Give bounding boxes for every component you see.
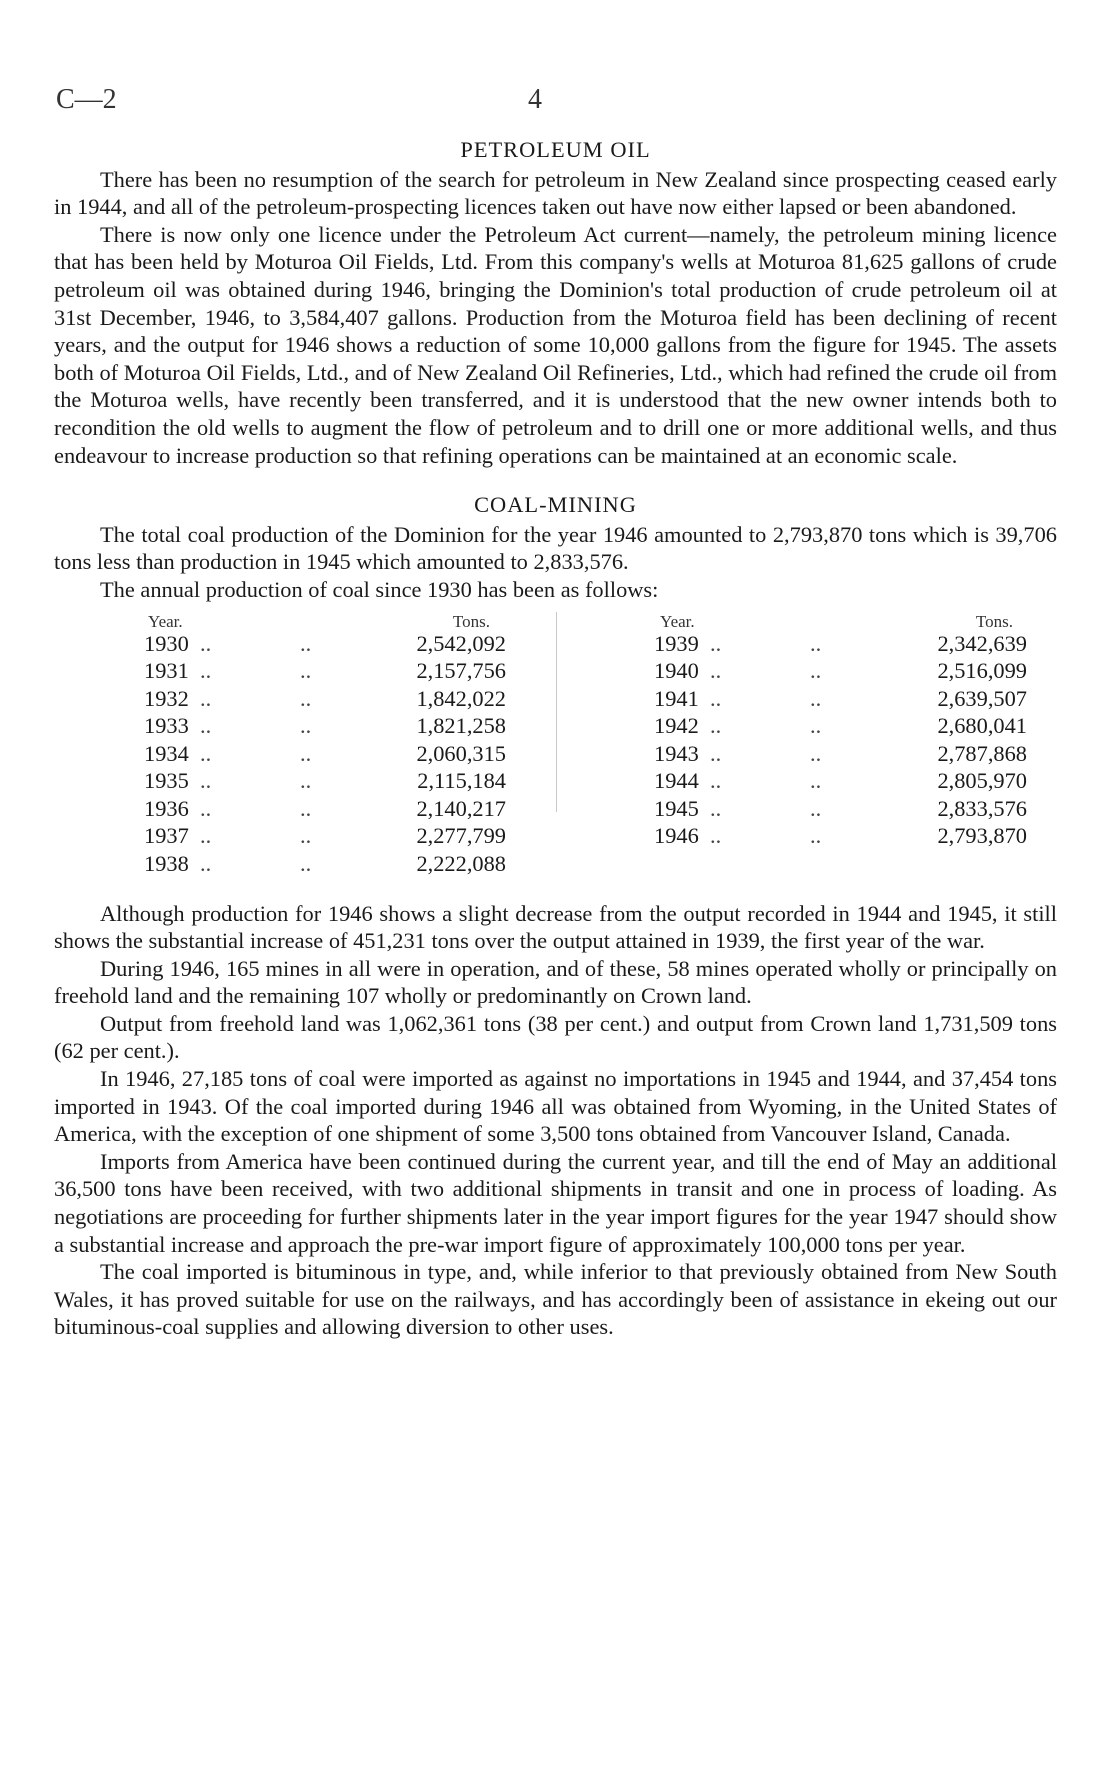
table-row	[594, 657, 1057, 685]
row-leader-dots: ..	[200, 795, 212, 821]
section-heading-coal: COAL-MINING	[474, 492, 637, 518]
row-leader-dots: ..	[200, 713, 212, 738]
table-row	[54, 795, 534, 823]
row-tons: 2,342,639	[937, 630, 1027, 656]
table-row	[54, 712, 534, 740]
row-tons: 2,516,099	[937, 658, 1027, 683]
row-year: 1930	[144, 630, 189, 656]
table-row	[54, 740, 534, 768]
table-row	[594, 712, 1057, 740]
row-tons: 1,821,258	[416, 713, 506, 738]
table-row	[54, 685, 534, 713]
row-leader-dots: ..	[810, 685, 822, 711]
row-year: 1936	[144, 795, 189, 821]
table-header-left	[54, 608, 534, 630]
coal-intro-paragraph-1: The total coal production of the Dominion for the year 1946 amounted to 2,793,870 tons which is 39,706 tons less than production in 1945 which amounted to 2,833,576.	[54, 521, 1057, 575]
row-year: 1932	[144, 685, 189, 711]
row-leader-dots: ..	[300, 850, 312, 876]
table-row	[54, 822, 534, 850]
row-leader-dots: ..	[710, 740, 722, 766]
row-tons: 2,787,868	[937, 740, 1027, 766]
row-leader-dots: ..	[710, 823, 722, 848]
row-year: 1945	[654, 795, 699, 821]
row-year: 1931	[144, 658, 189, 683]
row-leader-dots: ..	[810, 823, 822, 848]
coal-intro-paragraph-2: The annual production of coal since 1930 has been as follows:	[100, 576, 659, 602]
row-year: 1939	[654, 630, 699, 656]
row-leader-dots: ..	[810, 713, 822, 738]
row-leader-dots: ..	[300, 658, 312, 683]
row-leader-dots: ..	[200, 740, 212, 766]
table-rows-right	[594, 630, 1057, 850]
section-heading-petroleum: PETROLEUM OIL	[460, 137, 651, 162]
row-leader-dots: ..	[810, 630, 822, 656]
row-leader-dots: ..	[300, 630, 312, 656]
row-tons: 2,639,507	[937, 685, 1027, 711]
row-year: 1938	[144, 850, 189, 876]
row-leader-dots: ..	[710, 795, 722, 821]
row-tons: 2,833,576	[937, 795, 1027, 821]
table-header-right	[594, 608, 1057, 630]
coal-paragraph-6: The coal imported is bituminous in type, and, while inferior to that previously obtained from New South Wales, it has proved suitable for use on the railways, and has accordingly been of assistance in ekeing out our bituminous-coal supplies and allowing diversion to other uses.	[54, 1259, 1057, 1340]
table-row	[54, 630, 534, 658]
row-leader-dots: ..	[810, 795, 822, 821]
row-year: 1937	[144, 823, 189, 848]
row-leader-dots: ..	[710, 768, 722, 793]
row-year: 1940	[654, 658, 699, 683]
document-body	[54, 136, 1057, 1341]
row-leader-dots: ..	[200, 850, 212, 876]
table-column-left	[54, 608, 534, 878]
table-column-divider	[556, 612, 557, 812]
coal-paragraph-4: In 1946, 27,185 tons of coal were imported as against no importations in 1945 and 1944, and 37,454 tons imported in 1943. Of the coal imported during 1946 all was obtained from Wyoming, in the United States of America, with the exception of one shipment of some 3,500 tons obtained from Vancouver Island, Canada.	[54, 1066, 1057, 1147]
page-number: 4	[528, 84, 542, 115]
row-year: 1934	[144, 740, 189, 766]
row-tons: 2,805,970	[937, 768, 1027, 793]
petroleum-paragraph-1: There has been no resumption of the search for petroleum in New Zealand since prospecting ceased early in 1944, and all of the petroleum-prospecting licences taken out have now either lapsed or been abandoned.	[54, 166, 1057, 220]
row-leader-dots: ..	[710, 713, 722, 738]
row-leader-dots: ..	[200, 685, 212, 711]
row-year: 1944	[654, 768, 699, 793]
row-leader-dots: ..	[810, 740, 822, 766]
table-rows-left	[54, 630, 534, 878]
row-tons: 2,277,799	[416, 823, 506, 848]
table-row	[594, 795, 1057, 823]
header-year-label: Year.	[660, 611, 695, 631]
table-row	[594, 630, 1057, 658]
row-tons: 2,222,088	[416, 850, 506, 876]
row-leader-dots: ..	[200, 658, 212, 683]
row-leader-dots: ..	[200, 630, 212, 656]
row-year: 1943	[654, 740, 699, 766]
header-tons-label: Tons.	[452, 611, 490, 631]
table-row	[54, 850, 534, 878]
row-leader-dots: ..	[200, 768, 212, 793]
coal-paragraph-5: Imports from America have been continued during the current year, and till the end of May an additional 36,500 tons have been received, with two additional shipments in transit and one in process of loading. As negotiations are proceeding for further shipments later in the year import figures for the year 1947 should show a substantial increase and approach the pre-war import figure of approximately 100,000 tons per year.	[54, 1148, 1057, 1257]
coal-production-table	[54, 608, 1057, 882]
row-tons: 2,060,315	[416, 740, 506, 766]
row-tons: 2,157,756	[416, 658, 506, 683]
coal-paragraph-1: Although production for 1946 shows a slight decrease from the output recorded in 1944 and 1945, it still shows the substantial increase of 451,231 tons over the output attained in 1939, the first year of the war.	[54, 900, 1057, 954]
page-header	[56, 84, 1058, 124]
row-year: 1942	[654, 713, 699, 738]
row-year: 1941	[654, 685, 699, 711]
coal-paragraph-3: Output from freehold land was 1,062,361 tons (38 per cent.) and output from Crown land 1,731,509 tons (62 per cent.).	[54, 1010, 1057, 1064]
row-tons: 2,680,041	[937, 713, 1027, 738]
table-row	[594, 767, 1057, 795]
petroleum-paragraph-2: There is now only one licence under the Petroleum Act current—namely, the petroleum mining licence that has been held by Moturoa Oil Fields, Ltd. From this company's wells at Moturoa 81,625 gallons of crude petroleum oil was obtained during 1946, bringing the Dominion's total production of crude petroleum oil at 31st December, 1946, to 3,584,407 gallons. Production from the Moturoa field has been declining of recent years, and the output for 1946 shows a reduction of some 10,000 gallons from the figure for 1945. The assets both of Moturoa Oil Fields, Ltd., and of New Zealand Oil Refineries, Ltd., which had refined the crude oil from the Moturoa wells, have recently been transferred, and it is understood that the new owner intends both to recondition the old wells to augment the flow of petroleum and to drill one or more additional wells, and thus endeavour to increase production so that refining operations can be maintained at an economic scale.	[54, 221, 1057, 468]
row-leader-dots: ..	[710, 685, 722, 711]
table-row	[594, 685, 1057, 713]
coal-paragraph-2: During 1946, 165 mines in all were in operation, and of these, 58 mines operated wholly or principally on freehold land and the remaining 107 wholly or predominantly on Crown land.	[54, 955, 1057, 1009]
row-leader-dots: ..	[710, 658, 722, 683]
table-row	[54, 657, 534, 685]
row-leader-dots: ..	[710, 630, 722, 656]
row-year: 1946	[654, 823, 699, 848]
row-tons: 1,842,022	[416, 685, 506, 711]
row-leader-dots: ..	[810, 658, 822, 683]
row-leader-dots: ..	[300, 768, 312, 793]
table-column-right	[594, 608, 1057, 850]
row-leader-dots: ..	[810, 768, 822, 793]
header-tons-label: Tons.	[975, 611, 1013, 631]
row-tons: 2,542,092	[416, 630, 506, 656]
header-year-label: Year.	[148, 611, 183, 631]
row-year: 1933	[144, 713, 189, 738]
row-leader-dots: ..	[200, 823, 212, 848]
row-leader-dots: ..	[300, 713, 312, 738]
row-leader-dots: ..	[300, 685, 312, 711]
document-reference: C—2	[56, 84, 117, 115]
table-row	[54, 767, 534, 795]
row-year: 1935	[144, 768, 189, 793]
row-tons: 2,793,870	[937, 823, 1027, 848]
row-leader-dots: ..	[300, 795, 312, 821]
table-row	[594, 822, 1057, 850]
row-leader-dots: ..	[300, 823, 312, 848]
row-tons: 2,115,184	[417, 768, 506, 793]
row-tons: 2,140,217	[416, 795, 506, 821]
row-leader-dots: ..	[300, 740, 312, 766]
table-row	[594, 740, 1057, 768]
